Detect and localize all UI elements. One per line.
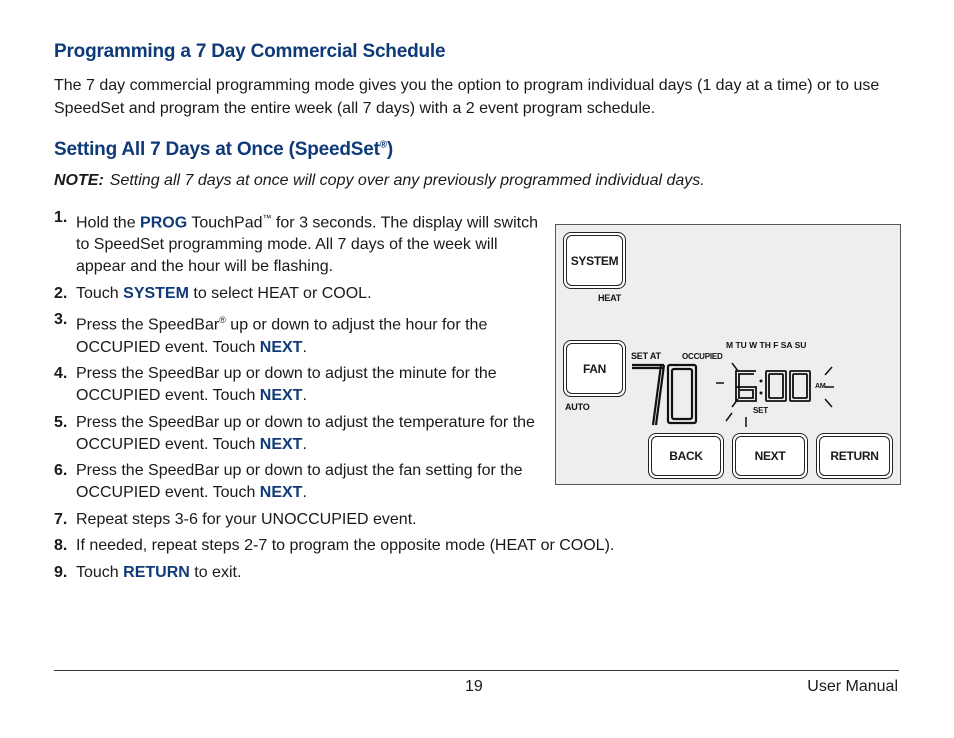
occupied-label: OCCUPIED — [682, 352, 723, 361]
flash-marks-right — [825, 367, 834, 407]
manual-label: User Manual — [807, 678, 898, 695]
set-label: SET — [753, 406, 768, 415]
note-text: Setting all 7 days at once will copy over any previously programmed individual days. — [109, 172, 705, 189]
step-number: 4. — [54, 365, 68, 383]
step-number: 3. — [54, 311, 68, 329]
flash-marks-left — [716, 363, 738, 407]
hour-digit-6 — [736, 371, 756, 401]
note — [54, 172, 705, 190]
step-text: Touch RETURN to exit. — [76, 563, 242, 581]
minute-digit-0a — [766, 371, 786, 401]
step-text: Press the SpeedBar up or down to adjust the temperature for the OCCUPIED event. Touch NEXT. — [76, 413, 535, 453]
section-heading-end: ) — [386, 139, 394, 160]
keyword-system: SYSTEM — [123, 284, 189, 302]
return-button[interactable]: RETURN — [816, 433, 893, 479]
temperature-digit-0 — [668, 365, 696, 423]
page-title: Programming a 7 Day Commercial Schedule — [54, 41, 446, 62]
keyword-next: NEXT — [259, 387, 303, 405]
keyword-prog: PROG — [140, 214, 188, 232]
note-label: NOTE: — [54, 172, 104, 189]
keyword-next: NEXT — [259, 484, 303, 502]
step-number: 2. — [54, 284, 68, 302]
step-number: 1. — [54, 209, 68, 226]
minute-digit-0b — [790, 371, 810, 401]
thermostat-display — [555, 224, 901, 485]
step-text: Touch SYSTEM to select HEAT or COOL. — [76, 284, 372, 302]
lcd-segments — [628, 361, 848, 429]
am-label: AM — [815, 383, 826, 390]
next-button[interactable]: NEXT — [732, 433, 808, 479]
system-mode-label: HEAT — [598, 293, 622, 303]
step-number: 8. — [54, 537, 68, 555]
step-8 — [54, 535, 914, 557]
step-text: Hold the PROG TouchPad™ for 3 seconds. The display will switch to SpeedSet programming mode. All 7 days of the week will appear and the hour will be flashing. — [76, 213, 538, 276]
step-text: Press the SpeedBar up or down to adjust the fan setting for the OCCUPIED event. Touch NEXT. — [76, 462, 523, 502]
temperature-digit-7 — [632, 365, 664, 425]
step-text: Repeat steps 3-6 for your UNOCCUPIED event. — [76, 510, 417, 528]
intro-paragraph: The 7 day commercial programming mode gives you the option to program individual days (1 day at a time) or to use SpeedSet and program the entire week (all 7 days) with a 2 event program schedule. — [54, 77, 880, 117]
fan-button[interactable]: FAN — [563, 340, 626, 397]
section-heading — [54, 139, 393, 161]
step-7 — [54, 509, 914, 531]
step-text: Press the SpeedBar® up or down to adjust the hour for the OCCUPIED event. Touch NEXT. — [76, 315, 488, 356]
step-9 — [54, 562, 914, 584]
days-label: M TU W TH F SA SU — [726, 340, 807, 350]
step-number: 6. — [54, 462, 68, 480]
step-number: 7. — [54, 510, 68, 528]
system-button[interactable]: SYSTEM — [563, 232, 626, 289]
keyword-return: RETURN — [123, 563, 190, 581]
page-number: 19 — [465, 678, 483, 695]
footer-divider — [54, 670, 899, 671]
set-at-label: SET AT — [631, 351, 661, 361]
step-number: 5. — [54, 413, 68, 431]
step-text: Press the SpeedBar up or down to adjust the minute for the OCCUPIED event. Touch NEXT. — [76, 365, 497, 405]
keyword-next: NEXT — [259, 338, 303, 356]
step-number: 9. — [54, 563, 68, 581]
keyword-next: NEXT — [259, 435, 303, 453]
back-button[interactable]: BACK — [648, 433, 724, 479]
flash-marks-bottom — [726, 413, 746, 427]
fan-mode-label: AUTO — [565, 402, 590, 412]
section-heading-text: Setting All 7 Days at Once (SpeedSet — [54, 139, 380, 160]
registered-mark: ® — [379, 139, 387, 151]
step-text: If needed, repeat steps 2-7 to program the opposite mode (HEAT or COOL). — [76, 537, 615, 555]
